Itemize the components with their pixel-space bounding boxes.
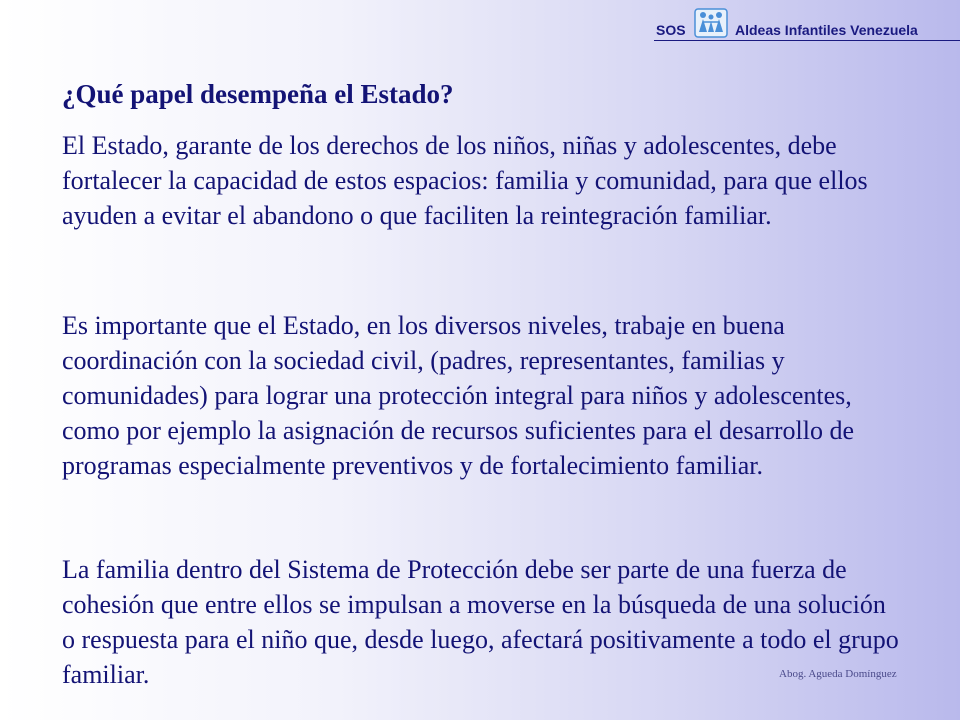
header-divider [654, 40, 960, 41]
slide-title: ¿Qué papel desempeña el Estado? [62, 79, 454, 109]
author-credit: Abog. Agueda Domínguez [779, 668, 897, 680]
paragraph-state-role: El Estado, garante de los derechos de los niños, niñas y adolescentes, debe fortalecer la capacidad de estos espacios: familia y comunidad, para que ellos ayuden a evitar el abandono o que faciliten la reintegración familiar. [62, 131, 868, 230]
children-family-logo-icon [694, 8, 728, 38]
paragraph-family-cohesion: La familia dentro del Sistema de Protección debe ser parte de una fuerza de cohesión que entre ellos se impulsan a moverse en la búsqueda de una solución o respuesta para el niño que, desde luego, afectará positivamente a todo el grupo familiar. [62, 555, 899, 689]
paragraph-coordination: Es importante que el Estado, en los diversos niveles, trabaje en buena coordinación con la sociedad civil, (padres, representantes, familias y comunidades) para lograr una protección integral para niños y adolescentes, como por ejemplo la asignación de recursos suficientes para el desarrollo de programas especialmente preventivos y de fortalecimiento familiar. [62, 311, 854, 480]
org-full-name: Aldeas Infantiles Venezuela [735, 22, 918, 38]
slide-header [654, 8, 960, 42]
org-short-name: SOS [656, 22, 686, 38]
